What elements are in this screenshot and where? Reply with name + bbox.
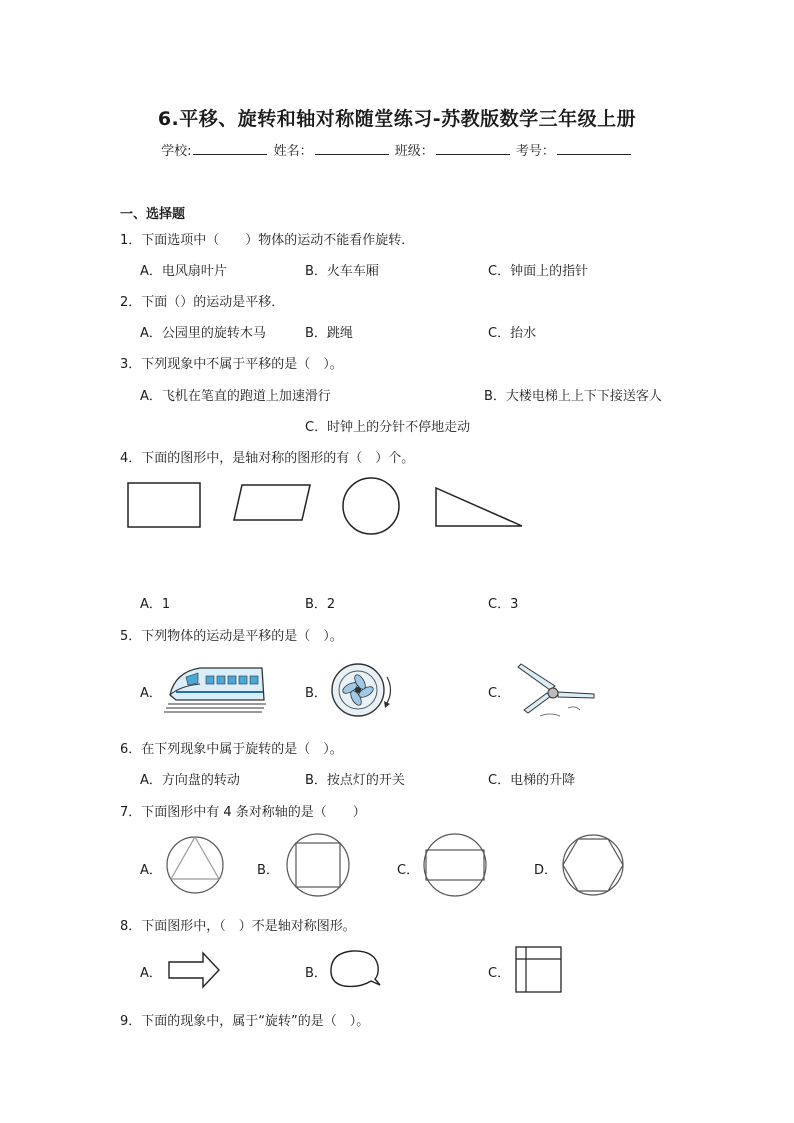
question-8-stem: 8．下面图形中，（ ）不是轴对称图形。: [120, 919, 356, 934]
section-title: 一、选择题: [120, 207, 186, 222]
q8-option-b[interactable]: B．: [305, 966, 327, 981]
q6-option-a[interactable]: A．方向盘的转动: [140, 773, 240, 788]
name-label: 姓名：: [273, 144, 313, 159]
question-5-stem: 5．下列物体的运动是平移的是（ ）。: [120, 629, 343, 644]
q7-option-d[interactable]: D．: [534, 863, 558, 878]
q5-option-a[interactable]: A．: [140, 686, 162, 701]
q2-option-b[interactable]: B．跳绳: [305, 326, 353, 341]
q3-option-a[interactable]: A．飞机在笔直的跑道上加速滑行: [140, 389, 331, 404]
question-6-stem: 6．在下列现象中属于旋转的是（ ）。: [120, 742, 343, 757]
q1-option-a[interactable]: A．电风扇叶片: [140, 264, 227, 279]
arrow-shape: [169, 953, 219, 987]
school-label: 学校:: [161, 144, 192, 159]
q5-option-c[interactable]: C．: [488, 686, 511, 701]
speech-bubble-shape: [331, 951, 380, 987]
question-2-stem: 2．下面（）的运动是平移．: [120, 295, 285, 310]
q1-option-b[interactable]: B．火车车厢: [305, 264, 379, 279]
q7-option-b[interactable]: B．: [257, 863, 279, 878]
q2-option-a[interactable]: A．公园里的旋转木马: [140, 326, 266, 341]
q8-option-c[interactable]: C．: [488, 966, 511, 981]
page-title: 6.平移、旋转和轴对称随堂练习-苏教版数学三年级上册: [157, 108, 637, 130]
q8-option-a[interactable]: A．: [140, 966, 162, 981]
question-7-stem: 7．下面图形中有 4 条对称轴的是（ ）: [120, 805, 366, 820]
question-9-stem: 9．下面的现象中，属于“旋转”的是（ ）。: [120, 1014, 370, 1029]
q4-option-c[interactable]: C．3: [488, 597, 519, 612]
q1-option-c[interactable]: C．钟面上的指针: [488, 264, 589, 279]
question-4-stem: 4．下面的图形中，是轴对称的图形的有（ ）个。: [120, 451, 415, 466]
q6-option-c[interactable]: C．电梯的升降: [488, 773, 576, 788]
q7-option-a[interactable]: A．: [140, 863, 162, 878]
question-1-stem: 1．下面选项中（ ）物体的运动不能看作旋转．: [120, 233, 415, 248]
q3-option-b[interactable]: B．大楼电梯上上下下接送客人: [484, 389, 662, 404]
q7-option-c[interactable]: C．: [397, 863, 420, 878]
q3-option-c[interactable]: C．时钟上的分针不停地走动: [305, 420, 471, 435]
q4-option-b[interactable]: B．2: [305, 597, 336, 612]
exam-number-label: 考号：: [515, 144, 555, 159]
q2-option-c[interactable]: C．抬水: [488, 326, 537, 341]
q6-option-b[interactable]: B．按点灯的开关: [305, 773, 405, 788]
q5-option-b[interactable]: B．: [305, 686, 327, 701]
question-3-stem: 3．下列现象中不属于平移的是（ ）。: [120, 357, 343, 372]
q4-option-a[interactable]: A．1: [140, 597, 171, 612]
grid-rectangle-shape: [516, 947, 561, 992]
class-label: 班级：: [394, 144, 434, 159]
